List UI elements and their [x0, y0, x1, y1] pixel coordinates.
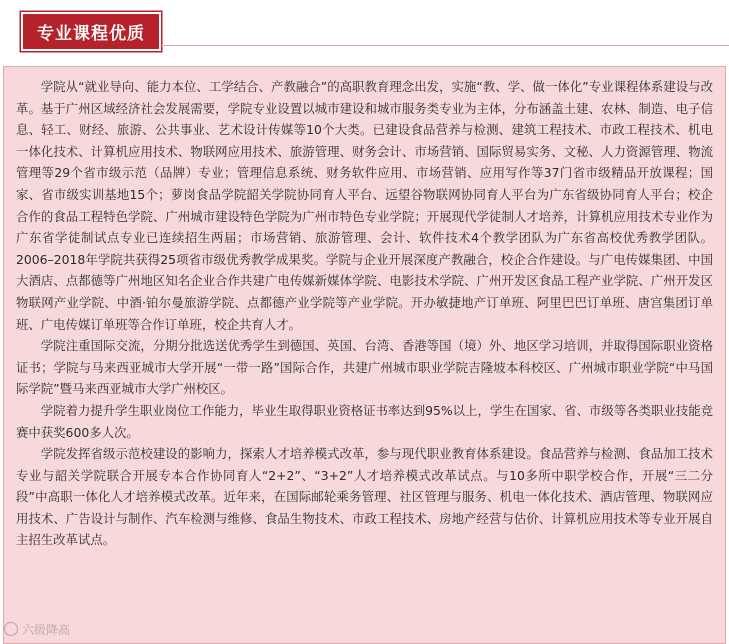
watermark [4, 618, 70, 640]
watermark-text: 六级降高 [22, 622, 71, 637]
paragraph-international: 学院注重国际交流，分期分批选送优秀学生到德国、英国、台湾、香港等国（境）外、地区学习培训，并取得国际职业资格证书；学院与马来西亚城市大学开展“一带一路”国际合作，共建广州城市职业学院吉隆坡本科校区、广州城市职业学院“中马国际学院”暨马来西亚城市大学广州校区。 [16, 338, 713, 397]
paragraph-competency: 学院着力提升学生职业岗位工作能力，毕业生取得职业资格证书率达到95%以上，学生在国家、省、市级等各类职业技能竞赛中获奖600多人次。 [16, 402, 713, 440]
section-title-tab [23, 14, 159, 49]
header-divider [160, 45, 729, 46]
section-title: 专业课程优质 [37, 24, 145, 44]
watermark-logo-icon [4, 622, 18, 636]
content-panel [3, 66, 726, 644]
paragraph-reform: 学院发挥省级示范校建设的影响力，探索人才培养模式改革，参与现代职业教育体系建设。食品营养与检测、食品加工技术专业与韶关学院联合开展专本合作协同育人“2+2”、“3+2”人才培养模式改革试点。与10多所中职学校合作，开展“三二分段”中高职一体化人才培养模式改革。近年来，在国际邮轮乘务管理、社区管理与服务、机电一体化技术、酒店管理、物联网应用技术、广告设计与制作、汽车检测与维修、食品生物技术、市政工程技术、房地产经营与估价、计算机应用技术等专业开展自主招生改革试点。 [16, 446, 713, 548]
paragraph-curriculum: 学院从“就业导向、能力本位、工学结合、产教融合”的高职教育理念出发，实施“教、学、做一体化”专业课程体系建设与改革。基于广州区域经济社会发展需要，学院专业设置以城市建设和城市服务类专业为主体，分布涵盖土建、农林、制造、电子信息、轻工、财经、旅游、公共事业、艺术设计传媒等10个大类。已建设食品营养与检测、建筑工程技术、市政工程技术、机电一体化技术、计算机应用技术、物联网应用技术、旅游管理、财务会计、市场营销、国际贸易实务、文秘、人力资源管理、物流管理等29个省市级示范（品牌）专业；管理信息系统、财务软件应用、市场营销、应用写作等37门省市级精品开放课程；国家、省市级实训基地15个；萝岗食品学院韶关学院协同育人平台、远望谷物联网协同育人平台为广东省级协同育人平台；校企合作的食品工程特色学院、广州城市建设特色学院为广州市特色专业学院；开展现代学徒制人才培养，计算机应用技术专业作为广东省学徒制试点专业已连续招生两届；市场营销、旅游管理、会计、软件技术4个教学团队为广东省高校优秀教学团队。2006–2018年学院共获得25项省市级优秀教学成果奖。学院与企业开展深度产教融合，校企合作建设。与广电传媒集团、中国大酒店、点都德等广州地区知名企业合作共建广电传媒新媒体学院、电影技术学院、广州开发区食品工程产业学院、广州开发区物联网产业学院、中酒·铂尔曼旅游学院、点都德产业学院等产业学院。开办敏捷地产订单班、阿里巴巴订单班、唐宫集团订单班、广电传媒订单班等合作订单班，校企共育人才。 [16, 79, 713, 332]
